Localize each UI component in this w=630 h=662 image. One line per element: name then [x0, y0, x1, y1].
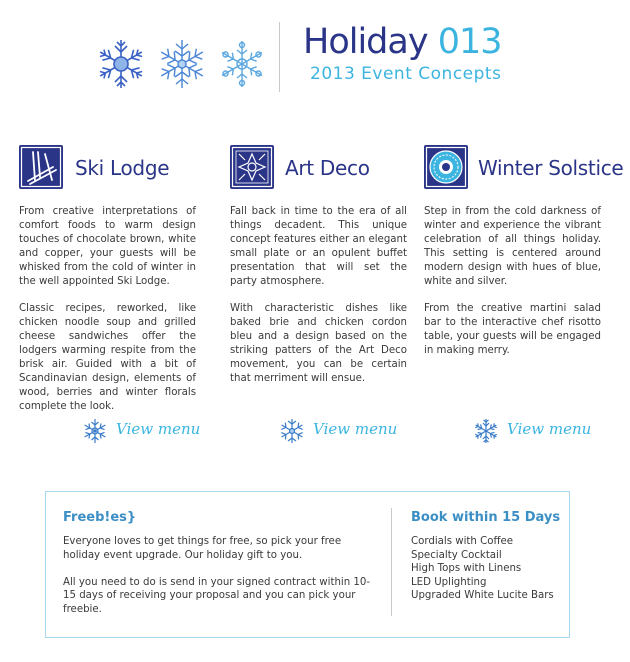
snowflake-icon	[216, 38, 268, 90]
concept-description	[230, 205, 407, 400]
concept-description	[424, 205, 601, 372]
snowflake-icon	[82, 418, 108, 444]
snowflake-icon	[279, 418, 305, 444]
winter-solstice-logo	[424, 145, 468, 189]
art-deco-logo	[230, 145, 274, 189]
concept-title: Ski Lodge	[75, 156, 170, 180]
perks-list	[411, 535, 554, 603]
list-item: Specialty Cocktail	[411, 549, 502, 561]
header-divider	[279, 22, 280, 92]
art-deco-ornament-icon	[230, 145, 274, 189]
view-menu-label[interactable]: View menu	[313, 420, 398, 438]
freebies-text	[63, 535, 379, 630]
title-year: 013	[437, 22, 502, 62]
list-item: LED Uplighting	[411, 576, 487, 588]
concept-paragraph: With characteristic dishes like baked brie and chicken cordon bleu and a design based on the striking patters of the Art Deco movement, you can be certain that merriment will ensue.	[230, 303, 407, 384]
list-item: Cordials with Coffee	[411, 536, 514, 547]
freebies-paragraph: All you need to do is send in your signed contract within 10-15 days of receiving your proposal and you can pick your freebie.	[63, 576, 371, 615]
book-heading: Book within 15 Days	[411, 510, 561, 525]
page-subtitle: 2013 Event Concepts	[310, 64, 502, 84]
concept-paragraph: From the creative martini salad bar to the interactive chef risotto table, your guests will be engaged in making merry.	[424, 303, 601, 357]
concept-description	[19, 205, 196, 427]
concept-paragraph: Fall back in time to the era of all things decadent. This unique concept features either an elegant small plate or an opulent buffet presentation that will set the party atmosphere.	[230, 206, 407, 287]
freebies-heading: Freeb!es}	[63, 510, 137, 525]
list-item: Upgraded White Lucite Bars	[411, 590, 554, 602]
snowflake-icon	[95, 38, 147, 90]
concept-title: Winter Solstice	[478, 156, 624, 180]
list-item: High Tops with Linens	[411, 563, 522, 575]
ornament-icon	[424, 145, 468, 189]
concept-paragraph: Step in from the cold darkness of winter and experience the vibrant celebration of all things holiday. This setting is centered around modern design with hues of blue, white and silver.	[424, 206, 601, 287]
view-menu-label[interactable]: View menu	[507, 420, 592, 438]
concept-title: Art Deco	[285, 156, 370, 180]
skis-icon	[19, 145, 63, 189]
title-word: Holiday	[303, 22, 428, 62]
snowflake-icon	[156, 38, 208, 90]
concept-paragraph: From creative interpretations of comfort foods to warm design touches of chocolate brown, white and copper, your guests will be whisked from the cold of winter in the well appointed Ski Lodge.	[19, 206, 196, 287]
snowflake-icon	[473, 418, 499, 444]
concept-paragraph: Classic recipes, reworked, like chicken noodle soup and grilled cheese sandwiches offer the lodgers warming respite from the brisk air. Guided with a bit of Scandinavian design, elements of wood, berries and winter florals complete the look.	[19, 303, 196, 412]
ski-lodge-logo	[19, 145, 63, 189]
page-title	[303, 22, 502, 62]
view-menu-label[interactable]: View menu	[116, 420, 201, 438]
freebies-paragraph: Everyone loves to get things for free, so pick your free holiday event upgrade. Our holiday gift to you.	[63, 536, 342, 561]
freebies-divider	[391, 508, 392, 616]
